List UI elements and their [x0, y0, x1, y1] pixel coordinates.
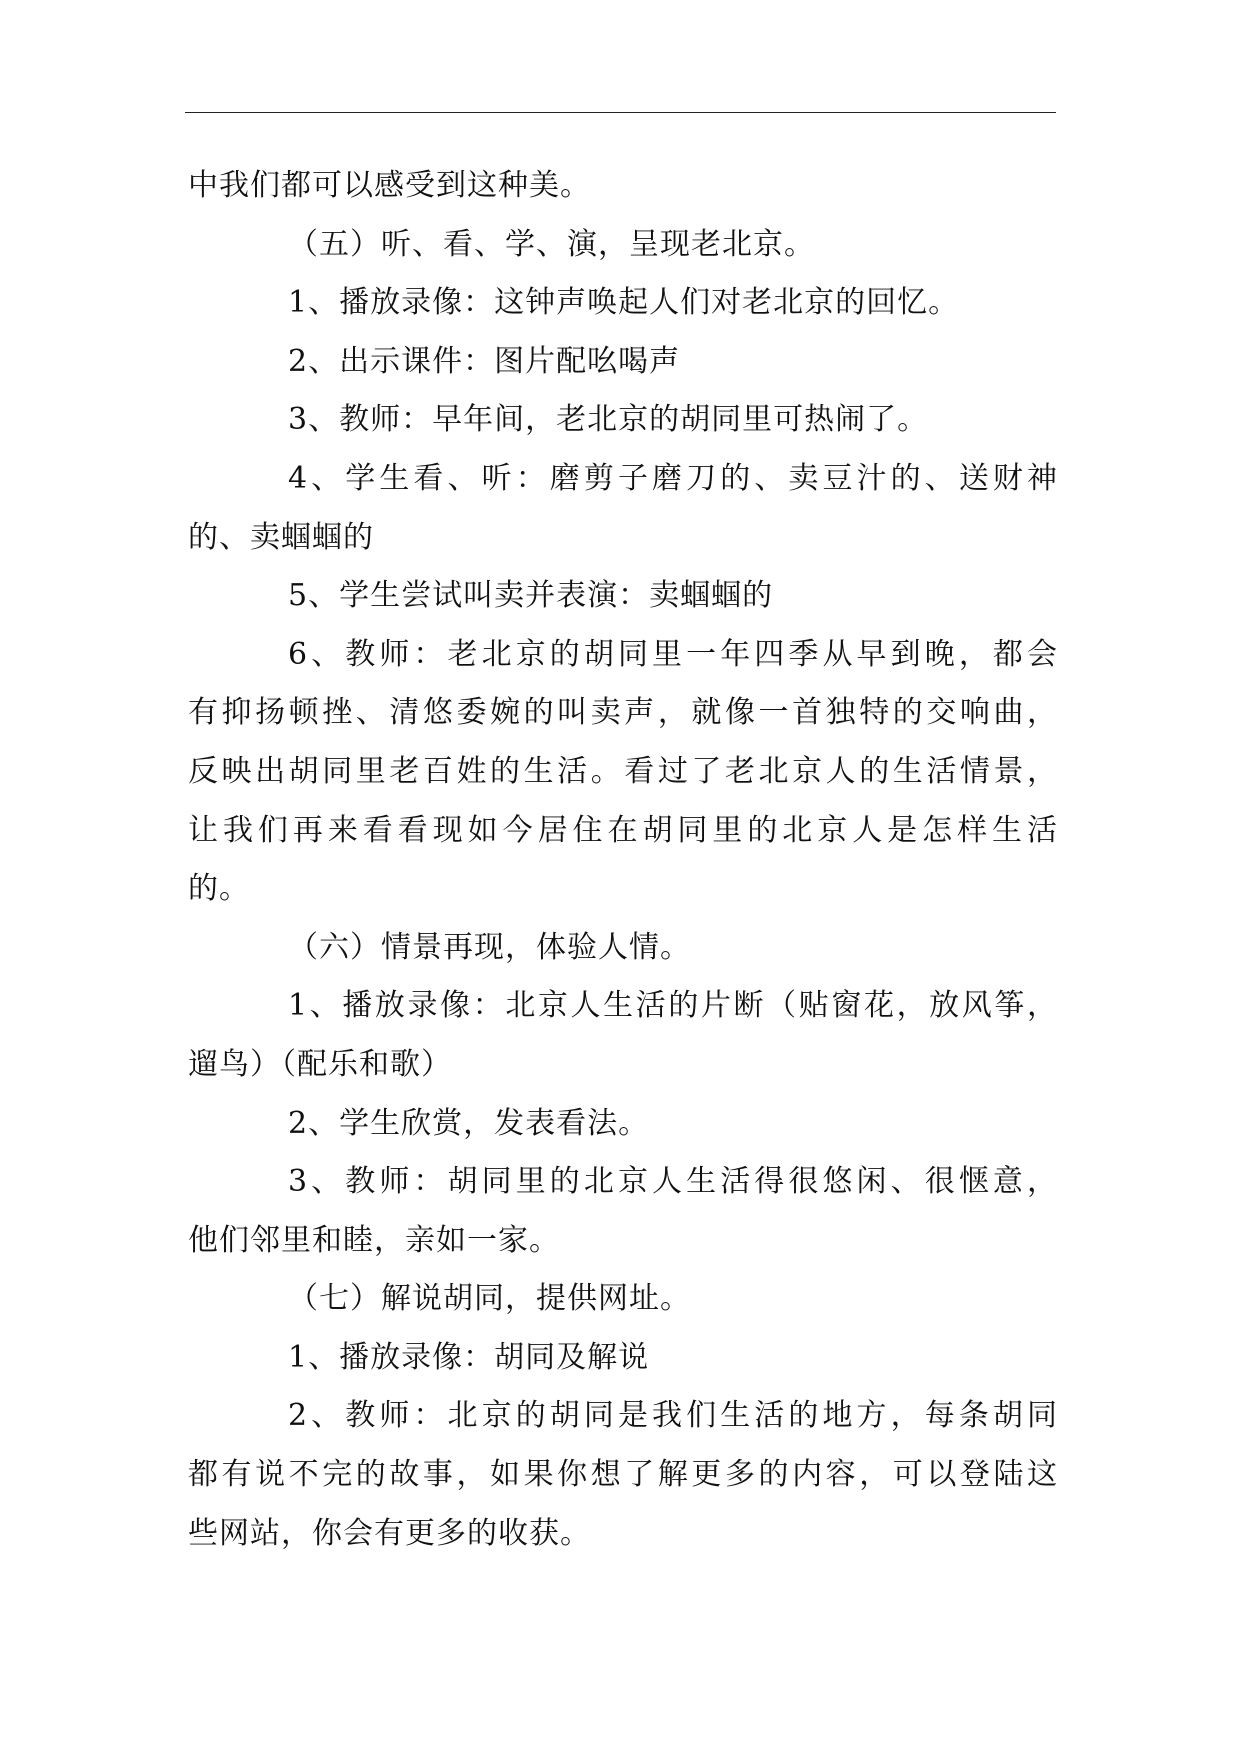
paragraph	[188, 1153, 1058, 1270]
header-rule	[185, 112, 1056, 113]
text-line: 1、播放录像：胡同及解说	[288, 1339, 650, 1375]
text-line: 6、教师：老北京的胡同里一年四季从早到晚，都会	[288, 636, 1058, 672]
paragraph	[188, 919, 1058, 978]
text-line: 都有说不完的故事，如果你想了解更多的内容，可以登陆这	[188, 1457, 1058, 1493]
text-line: 1、播放录像：北京人生活的片断（贴窗花，放风筝，	[288, 988, 1058, 1024]
text-line: 些网站，你会有更多的收获。	[188, 1515, 591, 1551]
text-line: 2、出示课件：图片配吆喝声	[288, 343, 681, 379]
text-line: 让我们再来看看现如今居住在胡同里的北京人是怎样生活	[188, 812, 1058, 848]
text-line: 中我们都可以感受到这种美。	[188, 168, 591, 203]
paragraph	[188, 333, 1058, 392]
text-line: （六）情景再现，体验人情。	[288, 929, 691, 965]
text-line: （五）听、看、学、演，呈现老北京。	[288, 226, 815, 262]
paragraph	[188, 1270, 1058, 1329]
paragraph	[188, 567, 1058, 626]
text-line: 遛鸟）（配乐和歌）	[188, 1046, 452, 1082]
text-line: 的、卖蝈蝈的	[188, 519, 374, 555]
paragraph	[188, 626, 1058, 919]
paragraph	[188, 450, 1058, 567]
paragraph	[188, 977, 1058, 1094]
paragraph	[188, 157, 1058, 216]
paragraph	[188, 274, 1058, 333]
text-line: 他们邻里和睦，亲如一家。	[188, 1222, 560, 1258]
paragraph	[188, 1095, 1058, 1154]
text-line: 4、学生看、听：磨剪子磨刀的、卖豆汁的、送财神	[288, 460, 1058, 496]
text-line: 3、教师：早年间，老北京的胡同里可热闹了。	[288, 402, 929, 438]
document-body	[188, 157, 1058, 1563]
text-line: 反映出胡同里老百姓的生活。看过了老北京人的生活情景，	[188, 753, 1058, 789]
text-line: 1、播放录像：这钟声唤起人们对老北京的回忆。	[288, 285, 960, 321]
text-line: 的。	[188, 871, 250, 907]
text-line: 5、学生尝试叫卖并表演：卖蝈蝈的	[288, 578, 774, 614]
text-line: 2、教师：北京的胡同是我们生活的地方，每条胡同	[288, 1398, 1058, 1434]
paragraph	[188, 1329, 1058, 1388]
paragraph	[188, 391, 1058, 450]
paragraph	[188, 216, 1058, 275]
text-line: 有抑扬顿挫、清悠委婉的叫卖声，就像一首独特的交响曲，	[188, 695, 1058, 731]
text-line: 2、学生欣赏，发表看法。	[288, 1105, 650, 1141]
paragraph	[188, 1387, 1058, 1563]
text-line: （七）解说胡同，提供网址。	[288, 1281, 691, 1317]
text-line: 3、教师：胡同里的北京人生活得很悠闲、很惬意，	[288, 1164, 1058, 1200]
